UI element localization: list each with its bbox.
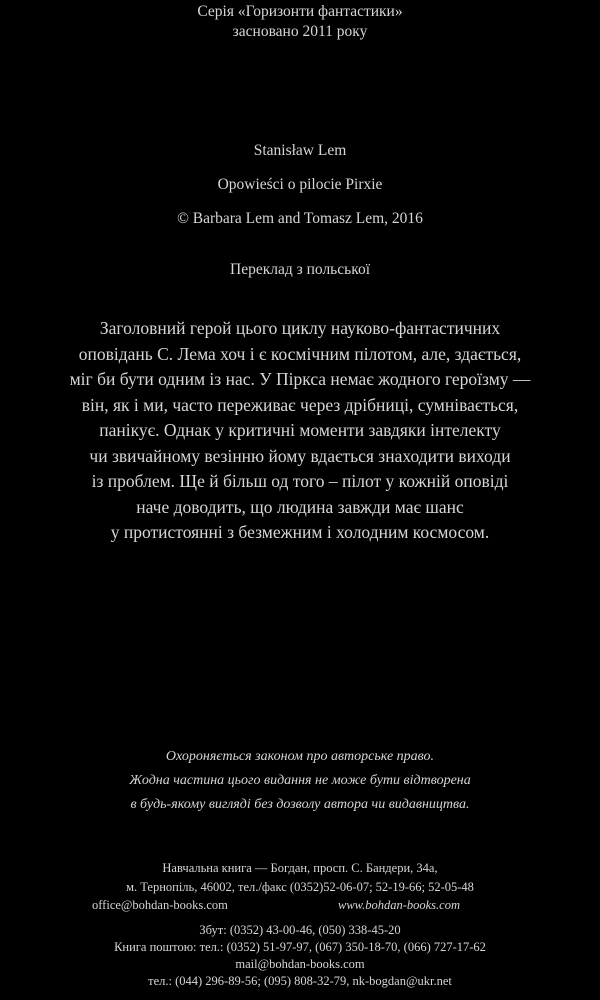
- mail-order-email[interactable]: mail@bohdan-books.com: [235, 957, 365, 971]
- series-name: Серія «Горизонти фантастики»: [197, 3, 403, 20]
- original-edition-info: [0, 134, 600, 236]
- annotation-line: він, як і ми, часто переживає через дрібниці, сумнівається,: [81, 394, 519, 415]
- original-copyright: © Barbara Lem and Tomasz Lem, 2016: [177, 210, 423, 227]
- translation-note: [0, 259, 600, 281]
- annotation-line: із проблем. Ще й більш од того – пілот у кожній оповіді: [91, 471, 509, 491]
- publisher-website[interactable]: www.bohdan-books.com: [338, 898, 460, 912]
- annotation-line: у протистоянні з безмежним і холодним космосом.: [110, 522, 490, 542]
- annotation-line: Заголовний герой цього циклу науково-фантастичних: [99, 318, 501, 338]
- annotation-line: міг би бути одним із нас. У Піркса немає жодного героїзму —: [69, 369, 531, 389]
- publisher-info: [0, 859, 600, 915]
- annotation-line: панікує. Однак у критичні моменти завдяки інтелекту: [99, 420, 501, 440]
- series-info: [0, 2, 600, 42]
- annotation-line: наче доводить, що людина завжди має шанс: [136, 496, 464, 517]
- original-author: Stanisław Lem: [253, 142, 347, 159]
- publisher-address: Навчальна книга — Богдан, просп. С. Бандери, 34а,: [162, 861, 438, 875]
- sales-phone: Збут: (0352) 43-00-46, (050) 338-45-20: [199, 923, 401, 937]
- publisher-contacts: [0, 896, 600, 915]
- series-founded: засновано 2011 року: [232, 23, 368, 40]
- original-title: Opowieści o pilocie Pirxie: [217, 176, 383, 193]
- publisher-email[interactable]: office@bohdan-books.com: [92, 898, 228, 912]
- sales-info: [0, 922, 600, 990]
- mail-order-phone: Книга поштою: тел.: (0352) 51-97-97, (067) 350-18-70, (066) 727-17-62: [114, 940, 486, 954]
- annotation-line: чи звичайному везінню йому вдається знаходити виходи: [89, 445, 511, 466]
- book-annotation: [0, 316, 600, 546]
- kyiv-contacts: тел.: (044) 296-89-56; (095) 808-32-79, nk-bogdan@ukr.net: [148, 974, 452, 988]
- publisher-phone: м. Тернопіль, 46002, тел./факс (0352)52-06-07; 52-19-66; 52-05-48: [126, 879, 474, 894]
- copyright-line: Охороняється законом про авторське право.: [165, 749, 435, 764]
- copyright-line: в будь-якому вигляді без дозволу автора чи видавництва.: [130, 797, 470, 812]
- copyright-line: Жодна частина цього видання не може бути відтворена: [129, 773, 471, 788]
- copyright-notice: [0, 745, 600, 817]
- annotation-line: оповідань С. Лема хоч і є космічним пілотом, але, здається,: [78, 343, 522, 364]
- translation-language: Переклад з польської: [230, 261, 370, 278]
